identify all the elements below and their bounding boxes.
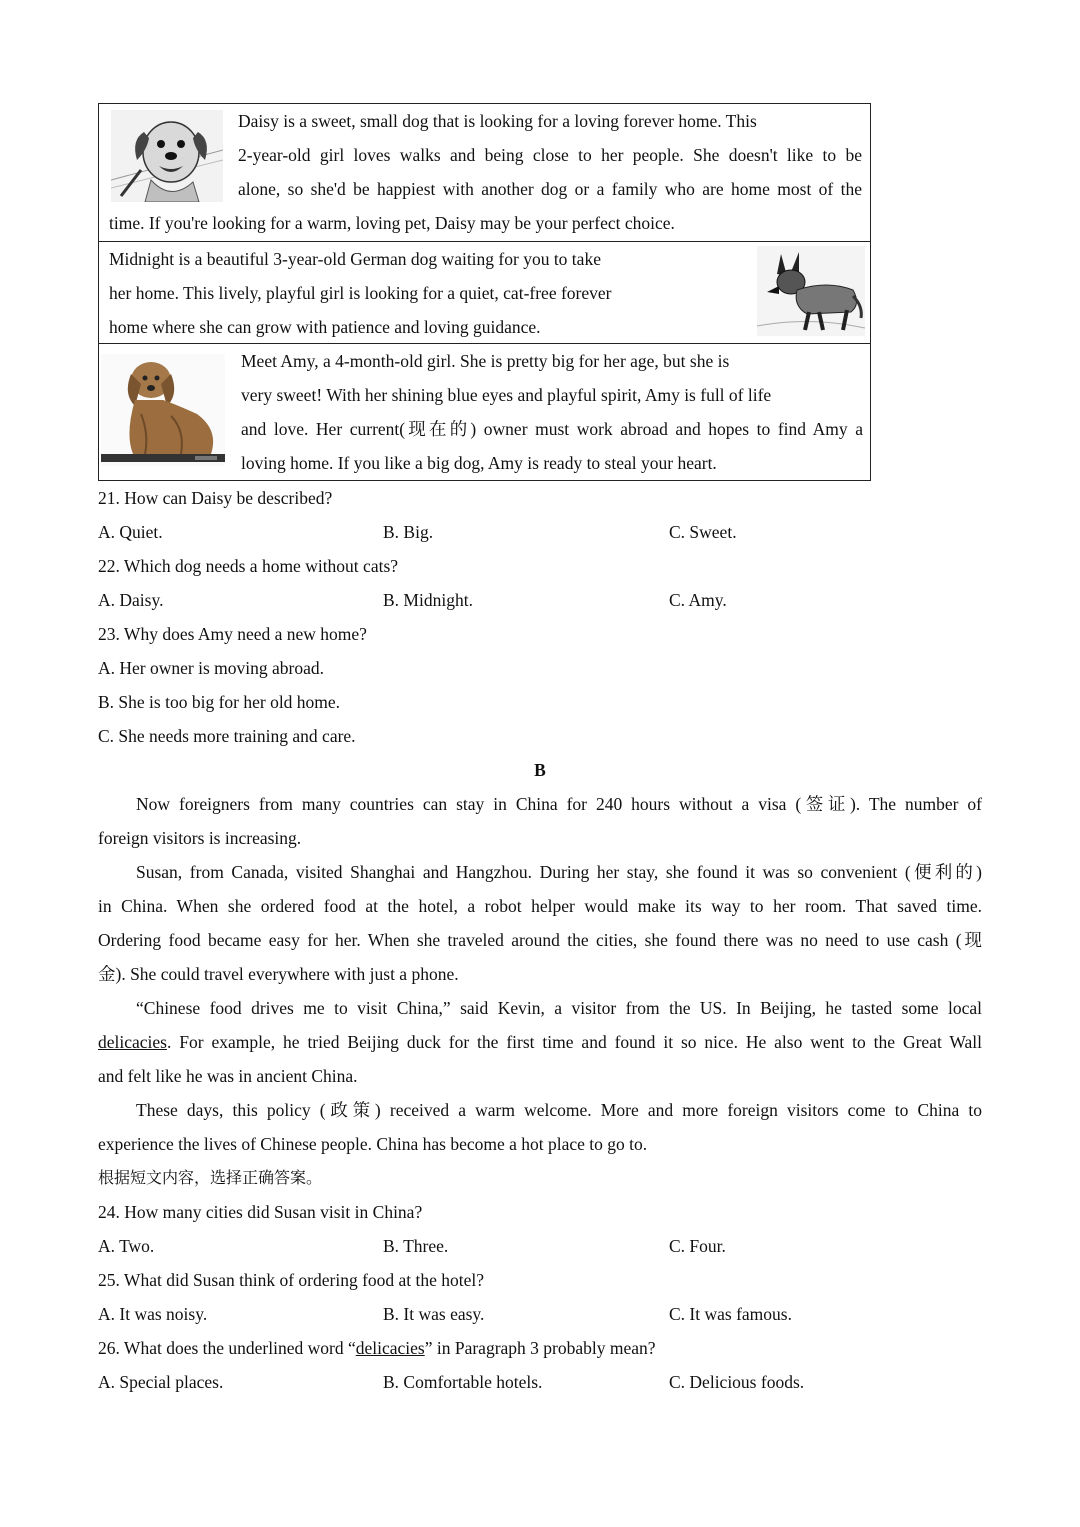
question-23: 23. Why does Amy need a new home? [98, 624, 367, 644]
daisy-line-4: time. If you're looking for a warm, loving pet, Daisy may be your perfect choice. [109, 213, 675, 233]
p4-line-1: These days, this policy (政策) received a warm welcome. More and more foreign visitors come to China to [136, 1100, 982, 1120]
amy-text [241, 344, 863, 480]
p3-line-3: and felt like he was in ancient China. [98, 1066, 358, 1086]
q23-option-b: B. She is too big for her old home. [98, 692, 341, 712]
question-24: 24. How many cities did Susan visit in China? [98, 1202, 423, 1222]
q21-option-b: B. Big. [383, 522, 434, 542]
question-22: 22. Which dog needs a home without cats? [98, 556, 399, 576]
midnight-line-3: home where she can grow with patience and loving guidance. [109, 317, 541, 337]
amy-line-4: loving home. If you like a big dog, Amy is ready to steal your heart. [241, 453, 717, 473]
midnight-line-1: Midnight is a beautiful 3-year-old German dog waiting for you to take [109, 249, 601, 269]
dog-row-amy [99, 343, 870, 480]
daisy-line-1: Daisy is a sweet, small dog that is looking for a loving forever home. This [238, 111, 757, 131]
p2-line-3: Ordering food became easy for her. When she traveled around the cities, she found there was no need to use cash (现 [98, 930, 982, 950]
p1-line-1: Now foreigners from many countries can stay in China for 240 hours without a visa (签证). The number of [136, 794, 982, 814]
delicacies-underlined-word: delicacies [98, 1032, 167, 1052]
q21-option-c: C. Sweet. [669, 522, 737, 542]
question-25: 25. What did Susan think of ordering food at the hotel? [98, 1270, 485, 1290]
q23-option-a: A. Her owner is moving abroad. [98, 658, 324, 678]
q26-option-a: A. Special places. [98, 1372, 224, 1392]
q23-option-c: C. She needs more training and care. [98, 726, 356, 746]
passage-paragraph-2 [98, 855, 982, 991]
amy-line-2: very sweet! With her shining blue eyes and playful spirit, Amy is full of life [241, 385, 772, 405]
passage-paragraph-4 [98, 1093, 982, 1161]
question-26 [98, 1331, 656, 1365]
passage-paragraph-3 [98, 991, 982, 1093]
midnight-text [109, 242, 709, 344]
question-21: 21. How can Daisy be described? [98, 488, 333, 508]
daisy-line-2: 2-year-old girl loves walks and being close to her people. She doesn't like to be [238, 145, 862, 165]
amy-line-1: Meet Amy, a 4-month-old girl. She is pretty big for her age, but she is [241, 351, 730, 371]
daisy-text-top [238, 104, 862, 206]
daisy-line-3: alone, so she'd be happiest with another dog or a family who are home most of the [238, 179, 862, 199]
p2-line-4: 金). She could travel everywhere with just a phone. [98, 964, 459, 984]
section-b-heading: B [534, 760, 546, 780]
p2-line-2: in China. When she ordered food at the hotel, a robot helper would make its way to her room. That saved time. [98, 896, 982, 916]
daisy-text-bottom [109, 206, 829, 240]
p3-line-1: “Chinese food drives me to visit China,” said Kevin, a visitor from the US. In Beijing, he tasted some local [136, 998, 982, 1018]
q22-option-a: A. Daisy. [98, 590, 164, 610]
q24-option-b: B. Three. [383, 1236, 449, 1256]
q21-option-a: A. Quiet. [98, 522, 163, 542]
p2-line-1: Susan, from Canada, visited Shanghai and Hangzhou. During her stay, she found it was so convenient (便利的) [136, 862, 982, 882]
daisy-dog-image [111, 110, 223, 202]
q25-option-a: A. It was noisy. [98, 1304, 208, 1324]
dog-table [98, 103, 871, 481]
dog-row-midnight [99, 241, 870, 343]
q24-option-c: C. Four. [669, 1236, 726, 1256]
dog-row-daisy [99, 104, 870, 241]
q24-option-a: A. Two. [98, 1236, 155, 1256]
midnight-dog-image [757, 246, 865, 336]
instruction-text: 根据短文内容，选择正确答案。 [98, 1168, 323, 1187]
q26-text-post: ” in Paragraph 3 probably mean? [424, 1338, 656, 1358]
q26-option-c: C. Delicious foods. [669, 1372, 805, 1392]
q26-underlined-word: delicacies [355, 1338, 425, 1358]
p3-line-2-rest: . For example, he tried Beijing duck for the first time and found it so nice. He also went to the Great Wall [166, 1032, 982, 1052]
q25-option-c: C. It was famous. [669, 1304, 792, 1324]
amy-line-3: and love. Her current(现在的) owner must work abroad and hopes to find Amy a [241, 419, 863, 439]
q26-text-pre: 26. What does the underlined word “ [98, 1338, 356, 1358]
q25-option-b: B. It was easy. [383, 1304, 485, 1324]
p4-line-2: experience the lives of Chinese people. China has become a hot place to go to. [98, 1134, 648, 1154]
passage-paragraph-1 [98, 787, 982, 855]
q26-option-b: B. Comfortable hotels. [383, 1372, 543, 1392]
p3-line-2 [98, 1025, 982, 1059]
midnight-line-2: her home. This lively, playful girl is looking for a quiet, cat-free forever [109, 283, 612, 303]
amy-dog-image [101, 354, 225, 466]
q22-option-b: B. Midnight. [383, 590, 473, 610]
p1-line-2: foreign visitors is increasing. [98, 828, 302, 848]
q22-option-c: C. Amy. [669, 590, 727, 610]
